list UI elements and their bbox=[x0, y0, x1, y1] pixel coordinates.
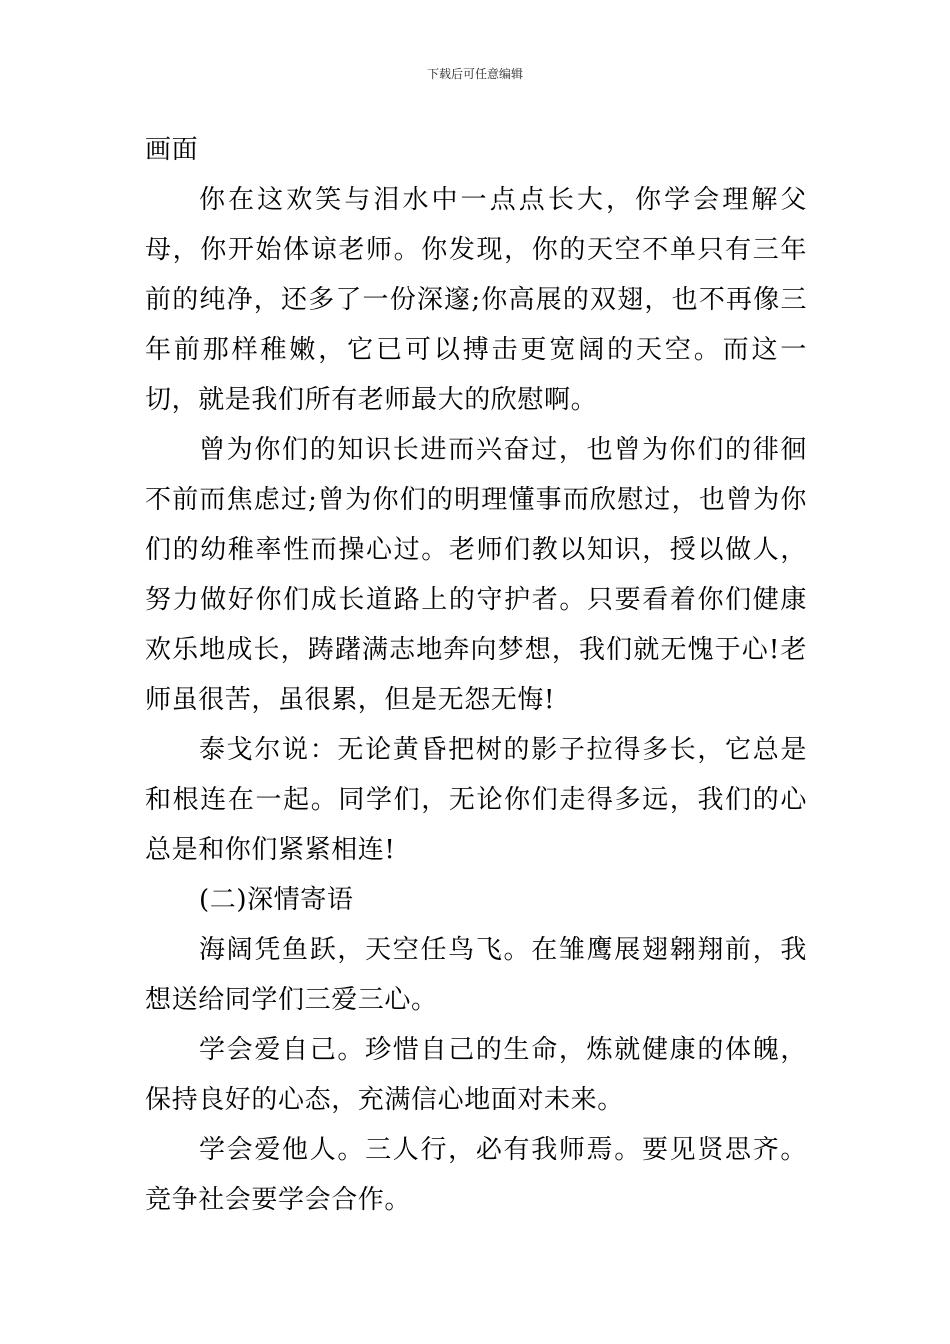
paragraph: 曾为你们的知识长进而兴奋过，也曾为你们的徘徊不前而焦虑过;曾为你们的明理懂事而欣慰过，也曾为你们的幼稚率性而操心过。老师们教以知识，授以做人，努力做好你们成长道路上的守护者。只要看着你们健康欢乐地成长，踌躇满志地奔向梦想，我们就无愧于心!老师虽很苦，虽很累，但是无怨无悔! bbox=[145, 435, 807, 715]
document-body bbox=[145, 125, 807, 1225]
paragraph: 你在这欢笑与泪水中一点点长大，你学会理解父母，你开始体谅老师。你发现，你的天空不单只有三年前的纯净，还多了一份深邃;你高展的双翅，也不再像三年前那样稚嫩，它已可以搏击更宽阔的天空。而这一切，就是我们所有老师最大的欣慰啊。 bbox=[145, 185, 807, 415]
section-heading: (二)深情寄语 bbox=[199, 885, 354, 915]
paragraph: 海阔凭鱼跃，天空任鸟飞。在雏鹰展翅翱翔前，我想送给同学们三爱三心。 bbox=[145, 935, 807, 1015]
paragraph: 学会爱自己。珍惜自己的生命，炼就健康的体魄，保持良好的心态，充满信心地面对未来。 bbox=[145, 1035, 807, 1115]
paragraph: 学会爱他人。三人行，必有我师焉。要见贤思齐。竞争社会要学会合作。 bbox=[145, 1135, 807, 1215]
page-header: 下载后可任意编辑 bbox=[426, 67, 523, 81]
paragraph: 画面 bbox=[145, 135, 199, 165]
paragraph: 泰戈尔说：无论黄昏把树的影子拉得多长，它总是和根连在一起。同学们，无论你们走得多远，我们的心总是和你们紧紧相连! bbox=[145, 735, 807, 865]
